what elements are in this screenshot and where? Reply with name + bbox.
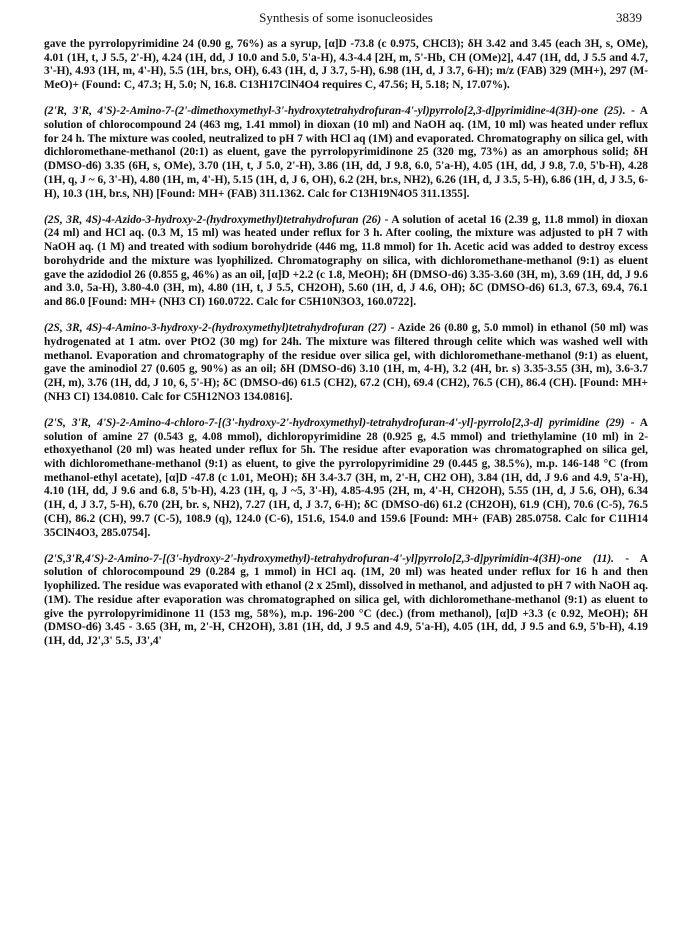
paragraph-text: - A solution of chlorocompound 29 (0.284 g, 1 mmol) in HCl aq. (1M, 20 ml) was heated under reflux for 16 h and then lyophilized. The residue was evaporated with ethanol (2 x 25ml), dissolved in methanol, and adjusted to pH 7 with NaOH aq. (1M). The residue after evaporation was chromatographed on silica gel, with dichloromethane-methanol (9:1) as eluent to give the pyrrolopyrimidinone 11 (153 mg, 58%), m.p. 196-200 °C (dec.) (from methanol), [α]D +3.3 (c 0.92, MeOH); δH (DMSO-d6) 3.45 - 3.65 (3H, m, 2'-H, CH2OH), 3.81 (1H, dd, J 9.5 and 4.9, 5'a-H), 4.05 (1H, dd, J 9.5 and 6.9, 5'b-H), 4.19 (1H, dd, J2',3' 5.5, J3',4'	[44, 552, 648, 647]
paragraph	[44, 214, 648, 310]
compound-title: (2'S, 3'R, 4'S)-2-Amino-4-chloro-7-[(3'-hydroxy-2'-hydroxymethyl)-tetrahydrofuran-4'-yl]-pyrrolo[2,3-d] pyrimidine (29)	[44, 416, 625, 429]
running-head	[44, 8, 648, 28]
paragraph	[44, 105, 648, 201]
paragraph	[44, 322, 648, 404]
paragraph-text: - A solution of amine 27 (0.543 g, 4.08 mmol), dichloropyrimidine 28 (0.925 g, 4.5 mmol) and triethylamine (10 ml) in 2-ethoxyethanol (20 ml) was heated under reflux for 5h. The residue after evaporation was chromatographed on silica gel, with dichloromethane-methanol (9:1) as eluent, to give the pyrrolopyrimidine 29 (0.445 g, 38.5%), m.p. 146-148 °C (from methanol-ethyl acetate), [α]D -47.8 (c 1.01, MeOH); δH 3.4-3.7 (3H, m, 2'-H, CH2 OH), 3.84 (1H, dd, J 9.6 and 4.9, 5'a-H), 4.10 (1H, dd, J 9.6 and 6.8, 5'b-H), 4.23 (1H, q, J ~5, 3'-H), 4.85-4.95 (2H, m, 4'-H, CH2OH), 5.55 (1H, d, J 5.6, OH), 6.34 (1H, d, J 3.7, 5-H), 6.70 (2H, br. s, NH2), 7.27 (1H, d, J 3.7, 6-H); δC (DMSO-d6) 61.2 (CH2OH), 61.9 (CH), 70.6 (C-5), 76.5 (CH), 86.2 (CH), 99.7 (C-5), 108.9 (q), 124.0 (C-6), 151.6, 154.0 and 159.6 [Found: MH+ (FAB) 285.0758. Calc for C11H14 35ClN4O3, 285.0754].	[44, 416, 648, 539]
compound-title: (2'S,3'R,4'S)-2-Amino-7-[(3'-hydroxy-2'-hydroxymethyl)-tetrahydrofuran-4'-yl]pyrrolo[2,3-d]pyrimidin-4(3H)-one (11).	[44, 552, 615, 565]
article-body	[44, 38, 648, 649]
paragraph-text: - A solution of chlorocompound 24 (463 mg, 1.41 mmol) in dioxan (10 ml) and NaOH aq. (1M, 10 ml) was heated under reflux for 24 h. The mixture was cooled, neutralized to pH 7 with HCl aq (1M) and evaporated. Chromatography on silica gel, with dichloromethane-methanol (20:1) as eluent, gave the pyrrolopyrimidinone 25 (320 mg, 73%) as an amorphous solid; δH (DMSO-d6) 3.35 (6H, s, OMe), 3.70 (1H, t, J 5.0, 2'-H), 3.86 (1H, dd, J 9.8, 6.0, 5'a-H), 4.05 (1H, dd, J 9.8, 7.0, 5'b-H), 4.28 (1H, q, J ~ 6, 3'-H), 4.80 (1H, m, 4'-H), 5.15 (1H, d, J 6, OH), 6.2 (2H, br.s, NH2), 6.26 (1H, d, J 3.5, 5-H), 6.86 (1H, d, J 3.5, 6-H), 10.3 (1H, br.s, NH) [Found: MH+ (FAB) 311.1362. Calc for C13H19N4O5 311.1355].	[44, 105, 648, 200]
paragraph-text: - Azide 26 (0.80 g, 5.0 mmol) in ethanol (50 ml) was hydrogenated at 1 atm. over PtO2 (30 mg) for 24h. The mixture was filtered through celite which was washed well with methanol. Evaporation and chromatography of the residue over silica gel, with dichloromethane-methanol (9:1) as eluent, gave the aminodiol 27 (0.605 g, 90%) as an oil; δH (DMSO-d6) 3.10 (1H, m, 4-H), 3.2 (4H, br. s) 3.35-3.55 (3H, m), 3.6-3.7 (2H, m), 3.76 (1H, dd, J 10, 6, 5'-H); δC (DMSO-d6) 61.5 (CH2), 67.2 (CH), 69.4 (CH2), 76.5 (CH), 86.4 (CH). [Found: MH+ (NH3 CI) 134.0810. Calc for C5H12NO3 134.0816].	[44, 322, 649, 403]
paragraph	[44, 553, 648, 649]
paragraph-text: - A solution of acetal 16 (2.39 g, 11.8 mmol) in dioxan (24 ml) and HCl aq. (0.3 M, 15 ml) was heated under reflux for 3 h. After cooling, the mixture was adjusted to pH 7 with NaOH aq. (1 M) and treated with sodium borohydride (446 mg, 11.8 mmol) for 1h. Acetic acid was added to destroy excess borohydride and the mixture was lyophilized. Chromatography on silica, with dichloromethane-methanol (9:1) as eluent gave the azidodiol 26 (0.855 g, 46%) as an oil, [α]D +2.2 (c 1.8, MeOH); δH (DMSO-d6) 3.35-3.60 (3H, m), 3.69 (1H, dd, J 9.6 and 3.0, 5a-H), 3.80-4.0 (3H, m), 4.80 (1H, t, J 5.5, CH2OH), 5.60 (1H, d, J 4.6, OH); δC (DMSO-d6) 61.3, 67.3, 69.4, 76.1 and 86.0 [Found: MH+ (NH3 CI) 160.0722. Calc for C5H10N3O3, 160.0722].	[44, 213, 648, 308]
running-title: Synthesis of some isonucleosides	[259, 10, 433, 25]
compound-title: (2S, 3R, 4S)-4-Azido-3-hydroxy-2-(hydroxymethyl)tetrahydrofuran (26)	[44, 213, 382, 226]
paragraph-text: gave the pyrrolopyrimidine 24 (0.90 g, 76%) as a syrup, [α]D -73.8 (c 0.975, CHCl3); δH 3.42 and 3.45 (each 3H, s, OMe), 4.01 (1H, t, J 5.5, 2'-H), 4.24 (1H, dd, J 10.0 and 5.0, 5'a-H), 4.3-4.4 [2H, m, 5'-Hb, CH (OMe)2], 4.47 (1H, dd, J 5.5 and 4.7, 3'-H), 4.93 (1H, m, 4'-H), 5.5 (1H, br.s, OH), 6.43 (1H, d, J 3.7, 5-H), 6.98 (1H, d, J 3.7, 6-H); m/z (FAB) 329 (MH+), 297 (M-MeO)+ (Found: C, 47.3; H, 5.0; N, 16.8. C13H17ClN4O4 requires C, 47.56; H, 5.18; N, 17.07%).	[44, 38, 648, 92]
compound-title: (2S, 3R, 4S)-4-Amino-3-hydroxy-2-(hydroxymethyl)tetrahydrofuran (27)	[44, 322, 387, 335]
paragraph	[44, 38, 648, 93]
paragraph	[44, 417, 648, 540]
compound-title: (2'R, 3'R, 4'S)-2-Amino-7-(2'-dimethoxymethyl-3'-hydroxytetrahydrofuran-4'-yl)pyrrolo[2,3-d]pyrimidine-4(3H)-one (25).	[44, 105, 626, 118]
page-number: 3839	[616, 10, 642, 25]
